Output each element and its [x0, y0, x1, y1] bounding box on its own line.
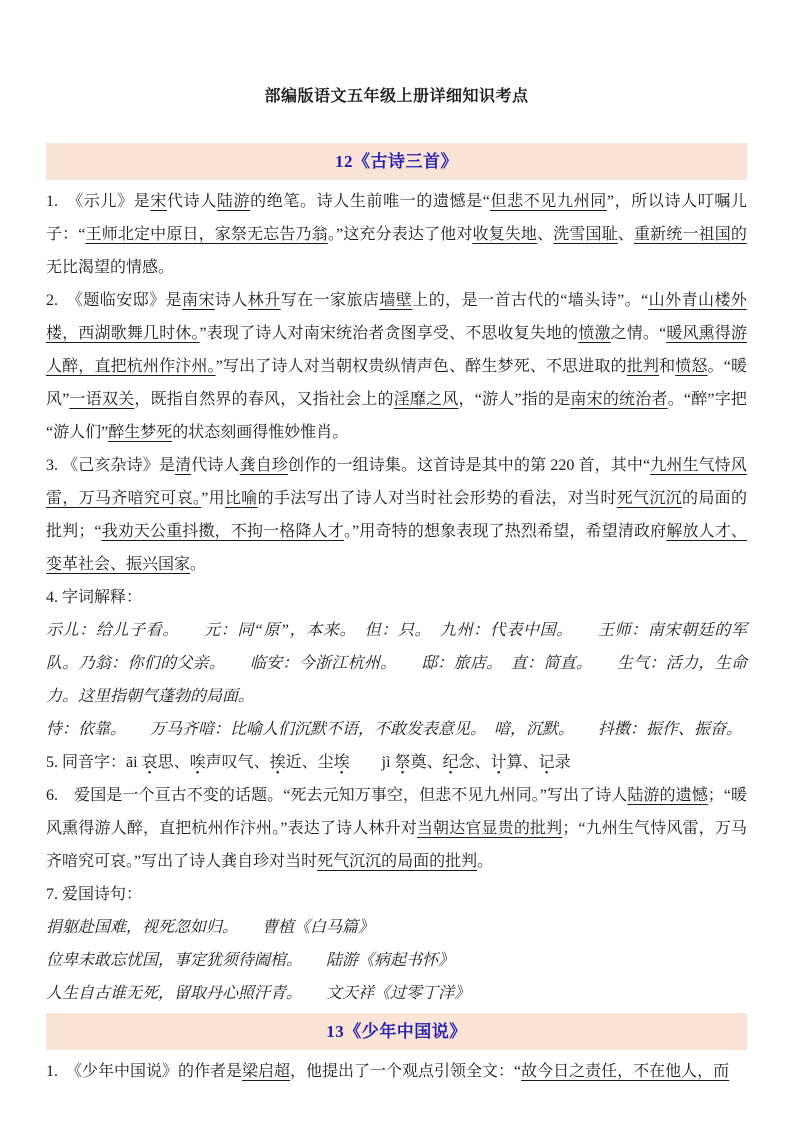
paragraph: 1. 《少年中国说》的作者是梁启超，他提出了一个观点引领全文：“故今日之责任，不在他人，而	[46, 1063, 730, 1080]
paragraph: 示儿：给儿子看。 元：同“原”，本来。 但：只。 九州：代表中国。 王师：南宋朝廷的军队。乃翁：你们的父亲。 临安：今浙江杭州。 邸：旅店。 直：简直。 生气：活力，生命力。这里指朝气蓬勃的局面。	[46, 622, 747, 705]
underlined-text: 九州生气恃风雷，万马齐喑究可哀。	[46, 457, 747, 507]
underlined-text: 山外青山楼外楼，西湖歌舞几时休。	[46, 292, 747, 342]
paragraph: 位卑未敢忘忧国，事定犹须待阖棺。 陆游《病起书怀》	[46, 952, 455, 969]
emphasis-dot-char: 唉	[189, 754, 206, 771]
underlined-text: 宋	[150, 193, 167, 210]
underlined-text: 解放人才、变革社会、振兴国家	[46, 523, 747, 573]
underlined-text: 梁启超	[242, 1063, 291, 1080]
paragraph: 7. 爱国诗句：	[46, 886, 143, 903]
underlined-text: 当朝达官显贵的批判	[416, 820, 563, 837]
emphasis-dot-char: 祭	[394, 754, 411, 771]
emphasis-dot-char: 挨	[269, 754, 286, 771]
underlined-text: 愤怒	[675, 358, 708, 375]
underlined-text: 淫靡之风	[393, 391, 459, 408]
underlined-text: 故今日之责任，不在他人，而	[521, 1063, 730, 1080]
underlined-text: 死气沉沉的局面的批判	[317, 853, 478, 870]
emphasis-dot-char: 埃	[333, 754, 350, 771]
paragraph: 4. 字词解释：	[46, 589, 143, 606]
underlined-text: 龚自珍	[239, 457, 289, 474]
emphasis-dot-char: 纪	[442, 754, 459, 771]
section-title: 13《少年中国说》	[326, 1022, 467, 1041]
underlined-text: 一语双关	[69, 391, 135, 408]
section-title: 12《古诗三首》	[335, 152, 458, 171]
underlined-text: 死气沉沉	[616, 490, 682, 507]
underlined-text: 比喻	[224, 490, 258, 507]
underlined-text: 墙壁	[379, 292, 413, 309]
underlined-text: 重新统一祖国的	[634, 226, 747, 243]
section-header	[46, 143, 747, 180]
underlined-text: 清	[175, 457, 192, 474]
emphasis-dot-char: 记	[538, 754, 555, 771]
underlined-text: 批判	[626, 358, 660, 375]
underlined-text: 洗雪国耻	[553, 226, 618, 243]
paragraph: 2. 《题临安邸》是南宋诗人林升写在一家旅店墙壁上的，是一首古代的“墙头诗”。“山外青山楼外楼，西湖歌舞几时休。”表现了诗人对南宋统治者贪图享受、不思收复失地的愤激之情。“暖风熏得游人醉，直把杭州作汴州。”写出了诗人对当朝权贵纵情声色、醉生梦死、不思进取的批判和愤怒。“暖风”一语双关，既指自然界的春风，又指社会上的淫靡之风，“游人”指的是南宋的统治者。“醉”字把“游人们”醉生梦死的状态刻画得惟妙惟肖。	[46, 292, 747, 441]
underlined-text: 南宋	[182, 292, 215, 309]
paragraph: 6. 爱国是一个亘古不变的话题。“死去元知万事空，但悲不见九州同。”写出了诗人陆游的遗憾；“暖风熏得游人醉，直把杭州作汴州。”表达了诗人林升对当朝达官显贵的批判；“九州生气恃风雷，万马齐喑究可哀。”写出了诗人龚自珍对当时死气沉沉的局面的批判。	[46, 787, 747, 870]
paragraph: 1. 《示儿》是宋代诗人陆游的绝笔。诗人生前唯一的遗憾是“但悲不见九州同”，所以诗人叮嘱儿子：“王师北定中原日，家祭无忘告乃翁。”这充分表达了他对收复失地、洗雪国耻、重新统一祖国的无比渴望的情感。	[46, 193, 747, 276]
section-header	[46, 1013, 747, 1050]
underlined-text: 王师北定中原日，家祭无忘告乃翁	[85, 226, 328, 243]
emphasis-dot-char: 计	[490, 754, 507, 771]
underlined-text: 收复失地	[472, 226, 538, 243]
emphasis-dot-char: 哀	[141, 754, 158, 771]
paragraph: 恃：依靠。 万马齐喑：比喻人们沉默不语，不敢发表意见。 喑，沉默。 抖擞：振作、振奋。	[46, 721, 743, 738]
document-title: 部编版语文五年级上册详细知识考点	[264, 88, 529, 105]
underlined-text: 陆游	[216, 193, 251, 210]
underlined-text: 陆游的遗憾	[627, 787, 708, 804]
paragraph: 捐躯赴国难，视死忽如归。 曹植《白马篇》	[46, 919, 375, 936]
underlined-text: 愤激	[578, 325, 611, 342]
underlined-text: 南宋的统治者	[570, 391, 668, 408]
paragraph: 3. 《己亥杂诗》是清代诗人龚自珍创作的一组诗集。这首诗是其中的第 220 首，其中“九州生气恃风雷，万马齐喑究可哀。”用比喻的手法写出了诗人对当时社会形势的看法，对当时死气沉沉的局面的批判；“我劝天公重抖擞，不拘一格降人才。”用奇特的想象表现了热烈希望，希望清政府解放人才、变革社会、振兴国家。	[46, 457, 747, 573]
underlined-text: 暖风熏得游人醉，直把杭州作汴州。	[46, 325, 747, 375]
underlined-text: 我劝天公重抖擞，不拘一格降人才	[101, 523, 344, 540]
underlined-text: 但悲不见九州同	[489, 193, 607, 210]
paragraph: 5. 同音字：āi 哀思、唉声叹气、挨近、尘埃 jì 祭奠、纪念、计算、记录	[46, 746, 747, 779]
paragraph: 人生自古谁无死，留取丹心照汗青。 文天祥《过零丁洋》	[46, 985, 471, 1002]
underlined-text: 醉生梦死	[108, 424, 173, 441]
document-body	[46, 143, 747, 1088]
underlined-text: 林升	[247, 292, 281, 309]
